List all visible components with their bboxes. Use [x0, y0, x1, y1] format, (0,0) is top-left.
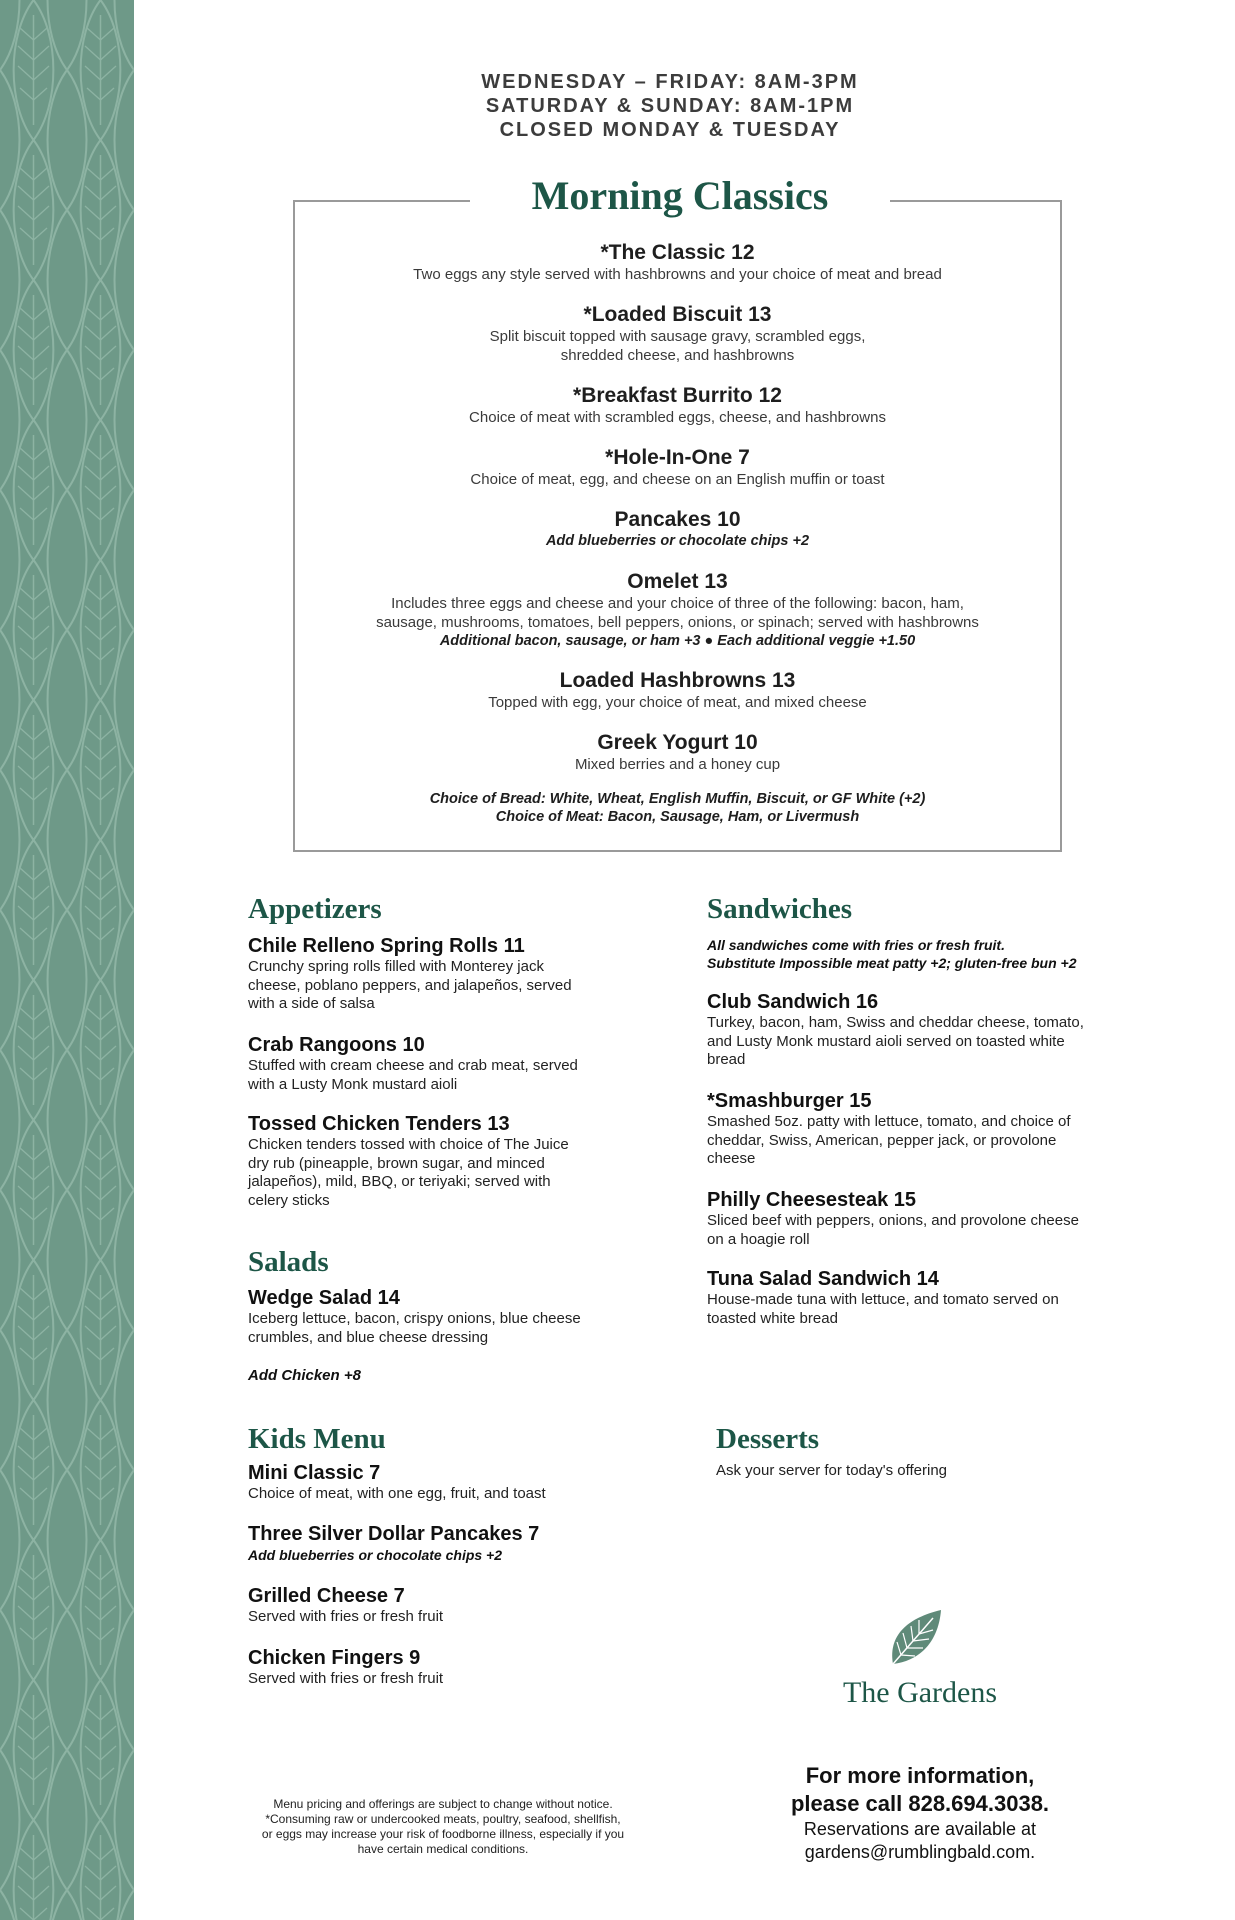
- menu-item: [293, 730, 1062, 774]
- item-desc: shredded cheese, and hashbrowns: [560, 347, 795, 364]
- item-desc: bread: [707, 1051, 746, 1068]
- menu-item: [248, 1033, 628, 1094]
- desserts-desc: Ask your server for today's offering: [716, 1462, 948, 1479]
- item-desc: with a side of salsa: [248, 995, 375, 1012]
- item-name: Chicken Fingers 9: [248, 1647, 421, 1669]
- item-desc: crumbles, and blue cheese dressing: [248, 1328, 489, 1346]
- item-desc: toasted white bread: [707, 1309, 838, 1327]
- menu-item: [248, 934, 628, 1014]
- item-desc: Turkey, bacon, ham, Swiss and cheddar cheese, tomato,: [707, 1014, 1084, 1031]
- menu-item: [293, 383, 1062, 427]
- menu-item: [248, 1522, 628, 1564]
- item-desc: Includes three eggs and cheese and your choice of three of the following: bacon, ham,: [391, 595, 964, 612]
- sandwich-note: Substitute Impossible meat patty +2; gluten-free bun +2: [707, 955, 1077, 971]
- item-desc: Choice of meat with scrambled eggs, cheese, and hashbrowns: [469, 409, 886, 426]
- menu-item: [248, 1461, 628, 1504]
- item-desc: jalapeños), mild, BBQ, or teriyaki; served with: [248, 1173, 551, 1190]
- desserts-desc-block: [716, 1462, 1096, 1481]
- item-desc: Iceberg lettuce, bacon, crispy onions, blue cheese: [248, 1310, 581, 1327]
- salad-addon: [248, 1367, 628, 1385]
- item-desc: Split biscuit topped with sausage gravy, scrambled eggs,: [489, 328, 866, 345]
- leaf-logo-icon: [885, 1606, 945, 1670]
- menu-item: [248, 1112, 628, 1210]
- item-name: Club Sandwich 16: [707, 991, 879, 1013]
- sandwich-note: All sandwiches come with fries or fresh fruit.: [707, 937, 1005, 953]
- item-desc: Topped with egg, your choice of meat, and mixed cheese: [488, 694, 867, 711]
- item-name: Loaded Hashbrowns 13: [559, 669, 796, 692]
- appetizers-title: Appetizers: [248, 893, 382, 925]
- item-desc: with a Lusty Monk mustard aioli: [248, 1075, 458, 1093]
- meat-choice: Choice of Meat: Bacon, Sausage, Ham, or Livermush: [495, 809, 860, 825]
- item-desc: celery sticks: [248, 1191, 330, 1209]
- item-desc: Crunchy spring rolls filled with Monterey jack: [248, 958, 544, 975]
- contact-email[interactable]: gardens@rumblingbald.com.: [804, 1842, 1036, 1862]
- menu-item: [707, 990, 1147, 1070]
- item-name: *Hole-In-One 7: [605, 446, 750, 469]
- reservation-text: Reservations are available at: [803, 1819, 1037, 1839]
- item-desc: dry rub (pineapple, brown sugar, and minced: [248, 1154, 545, 1172]
- disclaimer-line: Menu pricing and offerings are subject to change without notice.: [273, 1797, 613, 1811]
- leaf-pattern-icon: [0, 0, 134, 1920]
- item-name: *The Classic 12: [600, 241, 755, 264]
- menu-item: [707, 1089, 1147, 1169]
- menu-item: [293, 445, 1062, 489]
- item-desc: Choice of meat, with one egg, fruit, and toast: [248, 1485, 546, 1502]
- contact-info: [760, 1762, 1080, 1864]
- hours-closed: CLOSED MONDAY & TUESDAY: [499, 119, 841, 141]
- item-name: Crab Rangoons 10: [248, 1034, 425, 1056]
- item-name: Three Silver Dollar Pancakes 7: [248, 1523, 540, 1545]
- menu-item: [293, 240, 1062, 284]
- item-note: Additional bacon, sausage, or ham +3 ● Each additional veggie +1.50: [439, 633, 916, 649]
- menu-item: [707, 1188, 1147, 1249]
- item-desc: Chicken tenders tossed with choice of The Juice: [248, 1136, 569, 1153]
- item-desc: Served with fries or fresh fruit: [248, 1670, 444, 1687]
- contact-phone[interactable]: please call 828.694.3038.: [790, 1791, 1050, 1816]
- item-desc: Mixed berries and a honey cup: [574, 756, 781, 773]
- item-name: *Breakfast Burrito 12: [573, 384, 782, 407]
- disclaimer-line: *Consuming raw or undercooked meats, poultry, seafood, shellfish,: [265, 1812, 621, 1826]
- menu-item: [293, 569, 1062, 650]
- logo-wordmark: The Gardens: [842, 1676, 998, 1709]
- item-desc: Smashed 5oz. patty with lettuce, tomato, and choice of: [707, 1113, 1071, 1130]
- item-desc: Sliced beef with peppers, onions, and provolone cheese: [707, 1212, 1079, 1229]
- disclaimer-line: have certain medical conditions.: [357, 1842, 529, 1856]
- menu-item: [248, 1646, 628, 1689]
- decorative-leaf-pattern: [0, 0, 134, 1920]
- disclaimer: [238, 1797, 648, 1857]
- bread-choice: Choice of Bread: White, Wheat, English Muffin, Biscuit, or GF White (+2): [429, 791, 926, 807]
- hours-weekday: WEDNESDAY – FRIDAY: 8AM-3PM: [481, 71, 859, 93]
- sandwiches-title: Sandwiches: [707, 893, 853, 925]
- menu-item: [293, 668, 1062, 712]
- item-name: Pancakes 10: [614, 508, 741, 531]
- menu-item: [707, 1267, 1147, 1328]
- item-name: Omelet 13: [627, 570, 728, 593]
- item-name: *Loaded Biscuit 13: [583, 303, 772, 326]
- item-desc: Served with fries or fresh fruit: [248, 1608, 444, 1625]
- item-desc: and Lusty Monk mustard aioli served on toasted white: [707, 1032, 1065, 1050]
- item-name: Mini Classic 7: [248, 1462, 381, 1484]
- item-desc: Two eggs any style served with hashbrowns and your choice of meat and bread: [413, 266, 942, 283]
- hours-weekend: SATURDAY & SUNDAY: 8AM-1PM: [485, 95, 855, 117]
- contact-heading: For more information,: [805, 1763, 1035, 1788]
- item-note: Add blueberries or chocolate chips +2: [248, 1547, 503, 1563]
- item-desc: Choice of meat, egg, and cheese on an English muffin or toast: [470, 471, 885, 488]
- item-desc: cheddar, Swiss, American, pepper jack, or provolone: [707, 1131, 1057, 1149]
- item-note: Add blueberries or chocolate chips +2: [545, 533, 810, 549]
- item-desc: Stuffed with cream cheese and crab meat, served: [248, 1057, 578, 1074]
- choice-notes: [293, 790, 1062, 826]
- item-name: Greek Yogurt 10: [597, 731, 758, 754]
- item-desc: House-made tuna with lettuce, and tomato served on: [707, 1291, 1059, 1308]
- item-desc: cheese: [707, 1150, 756, 1167]
- item-name: Tuna Salad Sandwich 14: [707, 1268, 939, 1290]
- item-name: *Smashburger 15: [707, 1090, 872, 1112]
- addon-note: Add Chicken +8: [248, 1367, 361, 1384]
- menu-item: [248, 1584, 628, 1627]
- item-name: Philly Cheesesteak 15: [707, 1189, 917, 1211]
- kids-menu-title: Kids Menu: [248, 1423, 386, 1455]
- salads-title: Salads: [248, 1246, 329, 1278]
- item-desc: cheese, poblano peppers, and jalapeños, served: [248, 976, 572, 994]
- morning-classics-title: Morning Classics: [470, 172, 890, 219]
- item-desc: sausage, mushrooms, tomatoes, bell peppers, onions, or spinach; served with hashbrowns: [376, 614, 979, 631]
- item-name: Wedge Salad 14: [248, 1287, 400, 1309]
- item-name: Grilled Cheese 7: [248, 1585, 405, 1607]
- disclaimer-line: or eggs may increase your risk of foodborne illness, especially if you: [261, 1827, 625, 1841]
- item-name: Tossed Chicken Tenders 13: [248, 1113, 510, 1135]
- hours-block: [360, 70, 980, 142]
- item-desc: on a hoagie roll: [707, 1230, 810, 1248]
- sandwich-notes: [707, 936, 1147, 972]
- desserts-title: Desserts: [716, 1423, 820, 1455]
- menu-item: [248, 1286, 628, 1347]
- menu-item: [293, 507, 1062, 550]
- item-name: Chile Relleno Spring Rolls 11: [248, 935, 525, 957]
- menu-item: [293, 302, 1062, 365]
